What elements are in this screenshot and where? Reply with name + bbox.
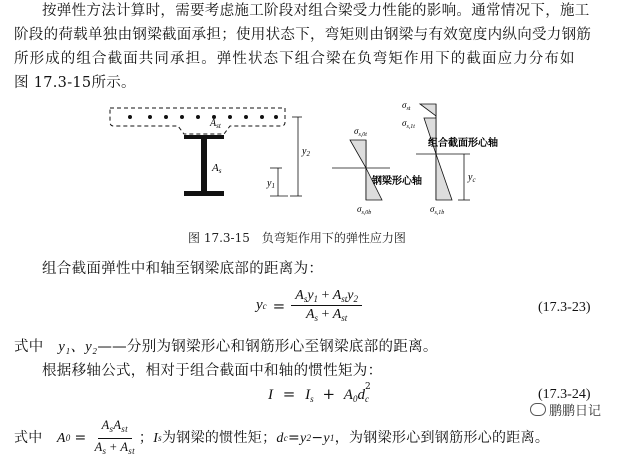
equation-number-2: (17.3-24) xyxy=(538,387,591,402)
label-sigma-s1t: $\sigma_{s,1t}$ xyxy=(402,118,415,130)
paragraph-line-4: 图 17.3-15所示。 xyxy=(14,75,136,91)
stress-diagram-2-rebar xyxy=(420,104,436,116)
label-sigma-st: $\sigma_{st}$ xyxy=(402,100,411,112)
label-sigma-s0b: $\sigma_{s,0b}$ xyxy=(357,204,372,216)
stress-diagram-2-bottom xyxy=(436,154,452,200)
watermark: 鹏鹏日记 xyxy=(530,400,601,419)
steel-axis-label: 钢梁形心轴 xyxy=(372,176,422,187)
paragraph-line-2: 阶段的荷载单独由钢梁截面承担；使用状态下，弯矩则由钢梁与有效宽度内纵向受力钢筋 xyxy=(14,27,592,43)
steel-bottom-flange xyxy=(184,191,224,196)
label-yc: $y_c$ xyxy=(468,172,476,184)
equation-number-1: (17.3-23) xyxy=(538,300,591,315)
stress-distribution-figure xyxy=(100,96,520,226)
label-sigma-s1b: $\sigma_{s,1b}$ xyxy=(430,204,445,216)
equation-17-3-24: $I = I_s + A_0d$ 2 c xyxy=(268,382,371,404)
figure-caption: 图 17.3-15 负弯矩作用下的弹性应力图 xyxy=(188,231,406,245)
composite-axis-label: 组合截面形心轴 xyxy=(428,138,498,149)
steel-top-flange xyxy=(184,135,224,139)
paragraph-3: 根据移轴公式，相对于组合截面中和轴的惯性矩为： xyxy=(42,363,383,379)
label-sigma-s0t: $\sigma_{s,0t}$ xyxy=(354,126,367,138)
label-Ast: $A_{st}$ xyxy=(210,118,221,130)
label-As: As xyxy=(212,162,222,175)
steel-web xyxy=(201,139,207,191)
paragraph-line-1: 按弹性方法计算时，需要考虑施工阶段对组合梁受力性能的影响。通常情况下，施工 xyxy=(42,3,590,19)
paragraph-line-3: 所形成的组合截面共同承担。弹性状态下组合梁在负弯矩作用下的截面应力分布如 xyxy=(14,51,576,67)
label-y2: $y_2$ xyxy=(302,146,310,158)
concrete-slab-outline xyxy=(110,108,285,134)
stress-diagram-1-top xyxy=(350,140,366,168)
wechat-icon xyxy=(530,403,546,416)
rebar-dots xyxy=(128,115,278,119)
where-clause-2: 式中 A 0 = $\frac{A_sA_{st}}{A_s + A_{st}}$ ； I s 为钢梁的惯性矩； d c = y 2 − y 1 ，为钢梁形心到钢筋形心的距离。 xyxy=(14,418,550,456)
paragraph-2: 组合截面弹性中和轴至钢梁底部的距离为： xyxy=(42,261,324,277)
equation-17-3-23: y c = $\frac{A_sy_1 + A_{st}y_2}{A_s + A_{st}}$ xyxy=(256,288,362,323)
where-clause-1: 式中 y₁、y₂——分别为钢梁形心和钢筋形心至钢梁底部的距离。 xyxy=(14,339,438,355)
label-y1: $y_1$ xyxy=(267,178,275,190)
